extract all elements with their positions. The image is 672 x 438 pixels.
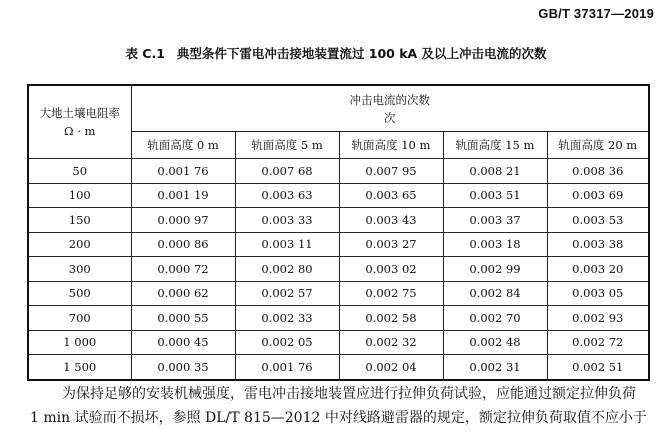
value-cell: 0.001 76 <box>131 159 235 184</box>
table-row <box>28 208 649 233</box>
value-cell: 0.002 51 <box>547 355 649 380</box>
value-cell: 0.003 53 <box>547 208 649 233</box>
table-row <box>28 257 649 282</box>
value-cell: 0.003 11 <box>235 232 339 257</box>
value-cell: 0.003 18 <box>443 232 547 257</box>
group-header-title: 冲击电流的次数 <box>349 92 431 107</box>
value-cell: 0.001 19 <box>131 183 235 208</box>
table-row <box>28 330 649 355</box>
resistivity-cell: 100 <box>28 183 131 208</box>
value-cell: 0.002 75 <box>339 281 443 306</box>
value-cell: 0.008 36 <box>547 159 649 184</box>
column-header: 轨面高度 10 m <box>339 132 443 159</box>
resistivity-cell: 150 <box>28 208 131 233</box>
column-header: 轨面高度 15 m <box>443 132 547 159</box>
table-number: 表 C.1 <box>125 46 165 61</box>
resistivity-cell: 200 <box>28 232 131 257</box>
value-cell: 0.003 37 <box>443 208 547 233</box>
value-cell: 0.007 68 <box>235 159 339 184</box>
value-cell: 0.001 76 <box>235 355 339 380</box>
row-header-cell <box>28 85 131 159</box>
table-row <box>28 281 649 306</box>
value-cell: 0.000 45 <box>131 330 235 355</box>
body-paragraph-line-2: 1 min 试验而不损坏，参照 DL/T 815—2012 中对线路避雷器的规定，额定拉伸负荷取值不应小于 <box>30 410 647 426</box>
resistivity-cell: 50 <box>28 159 131 184</box>
resistivity-cell: 500 <box>28 281 131 306</box>
value-cell: 0.003 27 <box>339 232 443 257</box>
value-cell: 0.007 95 <box>339 159 443 184</box>
value-cell: 0.008 21 <box>443 159 547 184</box>
table-row <box>28 232 649 257</box>
value-cell: 0.000 72 <box>131 257 235 282</box>
group-header-cell <box>131 85 649 132</box>
value-cell: 0.002 48 <box>443 330 547 355</box>
column-header: 轨面高度 20 m <box>547 132 649 159</box>
resistivity-cell: 1 500 <box>28 355 131 380</box>
value-cell: 0.002 32 <box>339 330 443 355</box>
value-cell: 0.002 05 <box>235 330 339 355</box>
row-header-unit: Ω · m <box>64 124 96 138</box>
value-cell: 0.003 69 <box>547 183 649 208</box>
table-title: 典型条件下雷电冲击接地装置流过 100 kA 及以上冲击电流的次数 <box>176 46 547 61</box>
value-cell: 0.002 70 <box>443 306 547 331</box>
value-cell: 0.000 62 <box>131 281 235 306</box>
group-header-unit: 次 <box>384 110 396 125</box>
table-row <box>28 183 649 208</box>
value-cell: 0.003 20 <box>547 257 649 282</box>
table-row <box>28 306 649 331</box>
value-cell: 0.003 05 <box>547 281 649 306</box>
value-cell: 0.002 84 <box>443 281 547 306</box>
value-cell: 0.000 97 <box>131 208 235 233</box>
table-row <box>28 159 649 184</box>
value-cell: 0.003 38 <box>547 232 649 257</box>
standard-code: GB/T 37317—2019 <box>538 6 654 21</box>
value-cell: 0.003 51 <box>443 183 547 208</box>
value-cell: 0.003 43 <box>339 208 443 233</box>
value-cell: 0.002 80 <box>235 257 339 282</box>
data-table <box>27 84 650 381</box>
value-cell: 0.003 63 <box>235 183 339 208</box>
resistivity-cell: 700 <box>28 306 131 331</box>
value-cell: 0.002 99 <box>443 257 547 282</box>
resistivity-cell: 300 <box>28 257 131 282</box>
value-cell: 0.002 93 <box>547 306 649 331</box>
value-cell: 0.002 04 <box>339 355 443 380</box>
value-cell: 0.002 33 <box>235 306 339 331</box>
table-caption <box>0 44 672 62</box>
value-cell: 0.002 31 <box>443 355 547 380</box>
body-paragraph-line-1: 为保持足够的安装机械强度，雷电冲击接地装置应进行拉伸负荷试验，应能通过额定拉伸负荷 <box>62 386 636 402</box>
value-cell: 0.000 35 <box>131 355 235 380</box>
row-header-title: 大地土壤电阻率 <box>39 106 120 120</box>
value-cell: 0.000 55 <box>131 306 235 331</box>
value-cell: 0.002 72 <box>547 330 649 355</box>
value-cell: 0.003 33 <box>235 208 339 233</box>
value-cell: 0.002 57 <box>235 281 339 306</box>
value-cell: 0.003 65 <box>339 183 443 208</box>
resistivity-cell: 1 000 <box>28 330 131 355</box>
value-cell: 0.003 02 <box>339 257 443 282</box>
column-header: 轨面高度 0 m <box>131 132 235 159</box>
table-row <box>28 355 649 380</box>
column-header: 轨面高度 5 m <box>235 132 339 159</box>
value-cell: 0.000 86 <box>131 232 235 257</box>
value-cell: 0.002 58 <box>339 306 443 331</box>
